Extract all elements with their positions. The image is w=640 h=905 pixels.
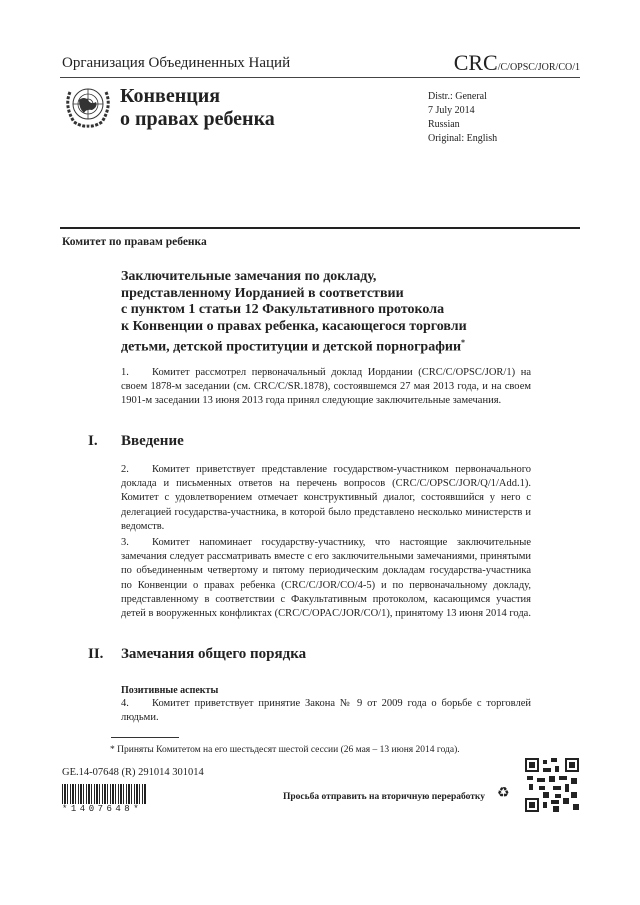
paragraph-1: [121, 366, 531, 409]
title-line: [121, 335, 541, 356]
section-number: I.: [88, 433, 98, 449]
heavy-divider: [60, 227, 580, 229]
title-line: с пунктом 1 статьи 12 Факультативного протокола: [121, 302, 445, 318]
footnote-divider: [111, 737, 179, 738]
barcode-number: *1407648*: [62, 804, 143, 814]
distr-line: Distr.: General: [428, 91, 487, 102]
footnote-mark: *: [461, 338, 466, 348]
convention-title-line2: о правах ребенка: [120, 108, 275, 130]
section-heading: Замечания общего порядка: [121, 646, 307, 662]
paragraph-4: [121, 697, 531, 725]
header-divider: [60, 77, 580, 78]
un-emblem-icon: [62, 82, 114, 128]
title-line: к Конвенции о правах ребенка, касающегося торговли: [121, 318, 467, 334]
footnote: * Приняты Комитетом на его шестьдесят шестой сессии (26 мая – 13 июня 2014 года).: [110, 745, 460, 755]
paragraph-number: 1.: [121, 367, 129, 378]
job-number: GE.14-07648 (R) 291014 301014: [62, 767, 204, 778]
symbol-rest: /C/OPSC/JOR/CO/1: [497, 62, 580, 73]
symbol-main: CRC: [453, 50, 498, 75]
date-line: 7 July 2014: [428, 105, 475, 116]
paragraph-3: [121, 536, 531, 621]
subheading: Позитивные аспекты: [121, 685, 219, 696]
paragraph-text: Комитет напоминает государству-участнику, что настоящие заключительные замечания следует рассматривать вместе с его заключительными замечаниями, принятыми по объединенным четвертому и пятому периодическим докладам государства-участника по Конвенции о правах ребенка (CRC/C/JOR/CO/4-5) и по первоначальному докладу, представленному в соответствии с Факультативным протоколом, касающимся участия детей в вооруженных конфликтах (CRC/C/OPAC/JOR/CO/1), принятому 13 июня 2014 года.: [121, 537, 531, 620]
title-line: Заключительные замечания по докладу,: [121, 269, 377, 284]
document-title: [121, 269, 541, 357]
paragraph-number: 3.: [121, 537, 129, 548]
paragraph-2: [121, 463, 531, 534]
distribution-info: [428, 90, 497, 146]
section-heading: Введение: [121, 433, 184, 449]
qr-code-icon: [525, 758, 579, 812]
paragraph-number: 4.: [121, 698, 129, 709]
document-symbol: [454, 50, 580, 76]
paragraph-text: Комитет приветствует представление государством-участником первоначального доклада и письменных ответов на перечень вопросов (CRC/C/OPSC/JOR/Q/1/Add.1). Комитет с удовлетворением отмечает конструктивный диалог, состоявшийся у него с делегацией государства-участника, в которой было представлено несколько министерств и ведомств.: [121, 464, 531, 532]
paragraph-number: 2.: [121, 464, 129, 475]
title-line-text: детьми, детской проституции и детской порнографии: [121, 340, 462, 356]
title-line: представленному Иорданией в соответствии: [121, 285, 404, 301]
convention-title-line1: Конвенция: [120, 85, 221, 107]
organization-name: Организация Объединенных Наций: [62, 55, 291, 71]
committee-name: Комитет по правам ребенка: [62, 236, 207, 248]
paragraph-text: Комитет приветствует принятие Закона № 9 от 2009 года о борьбе с торговлей людьми.: [121, 698, 531, 724]
language-line: Russian: [428, 119, 460, 130]
original-language-line: Original: English: [428, 133, 498, 144]
barcode: [62, 784, 146, 804]
paragraph-text: Комитет рассмотрел первоначальный доклад Иордании (CRC/C/OPSC/JOR/1) на своем 1878-м заседании (см. CRC/C/SR.1878), состоявшемся 27 мая 2013 года, и на своем 1901-м заседании 13 июня 2013 года принял следующие заключительные замечания.: [121, 367, 531, 407]
section-number: II.: [88, 646, 104, 662]
recycle-icon: ♻: [497, 786, 510, 801]
convention-title: [120, 85, 275, 131]
recycle-note: Просьба отправить на вторичную переработку: [283, 792, 485, 802]
